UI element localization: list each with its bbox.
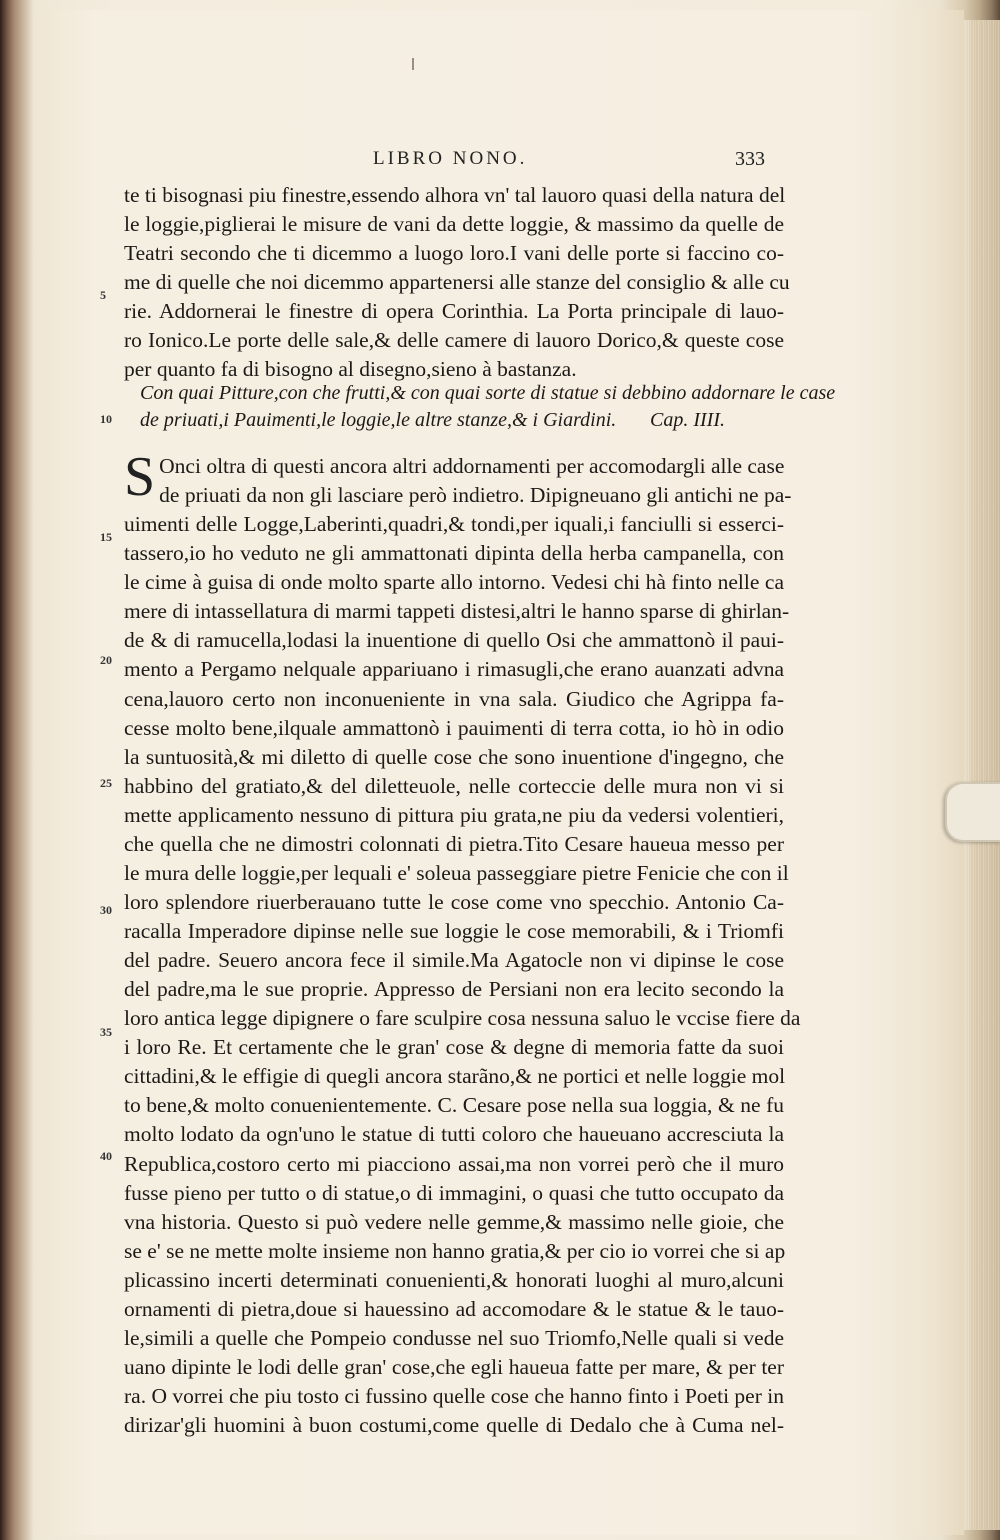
text-line: le cime à guisa di onde molto sparte allo intorno. Vedesi chi hà finto nelle ca: [124, 570, 784, 595]
text-line: de priuati da non gli lasciare però indietro. Dipigneuano gli antichi ne pa-: [159, 483, 792, 508]
text-line: de & di ramucella,lodasi la inuentione di quello Osi che ammattonò il paui-: [124, 628, 784, 653]
text-line: uimenti delle Logge,Laberinti,quadri,& tondi,per iquali,i fanciulli si esserci-: [124, 512, 784, 537]
page-number: 333: [735, 148, 765, 170]
text-line: tassero,io ho veduto ne gli ammattonati dipinta della herba campanella, con: [124, 541, 784, 566]
text-line: Republica,costoro certo mi piacciono assai,ma non vorrei però che il muro: [124, 1151, 784, 1176]
chapter-number: Cap. IIII.: [650, 409, 725, 431]
text-line: loro splendore riuerberauano tutte le cose come vno specchio. Antonio Ca-: [124, 889, 784, 914]
text-line: ra. O vorrei che piu tosto ci fussino quelle cose che hanno finto i Poeti per in: [124, 1384, 784, 1408]
text-line: racalla Imperadore dipinse nelle sue loggie le cose memorabili, & i Triomfi: [124, 919, 784, 943]
text-line: le,simili a quelle che Pompeio condusse nel suo Triomfo,Nelle quali si vede: [124, 1325, 784, 1350]
line-number: 10: [100, 412, 112, 426]
text-line: dirizar'gli huomini à buon costumi,come quelle di Dedalo che à Cuma nel-: [124, 1413, 784, 1438]
text-line: cittadini,& le effigie di quegli ancora starãno,& ne portici et nelle loggie mol: [124, 1064, 786, 1089]
line-number: 40: [100, 1149, 112, 1163]
chapter-heading-line: [140, 407, 785, 434]
top-paragraph: [124, 181, 790, 384]
text-line: uano dipinte le lodi delle gran' cose,che egli haueua fatte per mare, & per ter: [124, 1354, 784, 1379]
line-number: 30: [100, 903, 112, 917]
text-line: i loro Re. Et certamente che le gran' cose & degne di memoria fatte da suoi: [124, 1035, 784, 1060]
body-text: [124, 446, 801, 1440]
running-head: LIBRO NONO.: [373, 148, 528, 169]
line-number: 35: [100, 1025, 112, 1039]
chapter-heading-line2: de priuati,i Pauimenti,le loggie,le altre stanze,& i Giardini.: [140, 409, 617, 431]
line-number: 5: [100, 288, 106, 302]
text-line: se e' se ne mette molte insieme non hanno gratia,& per cio io vorrei che si ap: [124, 1238, 786, 1263]
line-number: 15: [100, 530, 112, 544]
line-number: 25: [100, 776, 112, 790]
text-line: rie. Addornerai le finestre di opera Corinthia. La Porta principale di lauo-: [124, 299, 784, 323]
text-line: plicassino incerti determinati conuenienti,& honorati luoghi al muro,alcuni: [124, 1267, 784, 1292]
text-line: te ti bisognasi piu finestre,essendo alhora vn' tal lauoro quasi della natura del: [124, 183, 786, 207]
text-line: Onci oltra di questi ancora altri addornamenti per accomodargli alle case: [159, 454, 785, 478]
text-line: mette applicamento nessuno di pittura piu grata,ne piu da vedersi volentieri,: [124, 802, 784, 827]
text-line: mere di intassellatura di marmi tappeti distesi,altri le hanno sparse di ghirlan-: [124, 599, 790, 624]
text-line: del padre,ma le sue proprie. Appresso de Persiani non era lecito secondo la: [124, 977, 784, 1002]
text-line: habbino del gratiato,& del diletteuole, nelle corteccie delle mura non vi si: [124, 773, 784, 798]
text-line: per quanto fa di bisogno al disegno,sieno à bastanza.: [124, 357, 577, 381]
text-line: del padre. Seuero ancora fece il simile.Ma Agatocle non vi dipinse le cose: [124, 948, 784, 973]
text-line: cesse molto bene,ilquale ammattonò i pauimenti di terra cotta, io hò in odio: [124, 715, 784, 740]
chapter-heading-line: Con quai Pitture,con che frutti,& con quai sorte di statue si debbino addornare le case: [140, 382, 836, 404]
top-mark: [412, 58, 414, 70]
text-line: molto lodato da ogn'uno le statue di tutti coloro che haueuano accresciuta la: [124, 1122, 784, 1147]
text-line: le loggie,piglierai le misure de vani da dette loggie, & massimo da quelle de: [124, 212, 784, 236]
text-line: ro Ionico.Le porte delle sale,& delle camere di lauoro Dorico,& queste cose: [124, 328, 784, 352]
text-line: ornamenti di pietra,doue si hauessino ad accomodare & le statue & le tauo-: [124, 1296, 784, 1321]
initial-capital: S: [124, 446, 156, 508]
line-number: 20: [100, 653, 112, 667]
text-line: la suntuosità,& mi diletto di quelle cose che sono inuentione d'ingegno, che: [124, 744, 784, 769]
text-line: me di quelle che noi dicemmo appartenersi alle stanze del consiglio & alle cu: [124, 270, 790, 294]
text-line: loro antica legge dipignere o fare sculpire cosa nessuna saluo le vccise fiere da: [124, 1006, 801, 1031]
page-header: [125, 148, 785, 178]
text-line: le mura delle loggie,per lequali e' soleua passeggiare pietre Fenicie che con il: [124, 860, 789, 885]
text-line: mento a Pergamo nelquale appariuano i rimasugli,che erano auanzati advna: [124, 657, 784, 682]
chapter-heading: [140, 380, 836, 434]
text-line: che quella che ne dimostri colonnati di pietra.Tito Cesare haueua messo per: [124, 831, 784, 856]
text-line: to bene,& molto conuenientemente. C. Cesare pose nella sua loggia, & ne fu: [124, 1093, 784, 1118]
page-edges: [960, 20, 1000, 1530]
text-line: vna historia. Questo si può vedere nelle gemme,& massimo nelle gioie, che: [124, 1209, 784, 1234]
text-line: Teatri secondo che ti dicemmo a luogo loro.I vani delle porte si faccino co-: [124, 241, 784, 265]
page-marker-tab[interactable]: [945, 782, 1000, 842]
text-line: fusse pieno per tutto o di statue,o di immagini, o quasi che tutto occupato da: [124, 1180, 784, 1205]
text-line: cena,lauoro certo non inconueniente in vna sala. Giudico che Agrippa fa-: [124, 686, 784, 711]
